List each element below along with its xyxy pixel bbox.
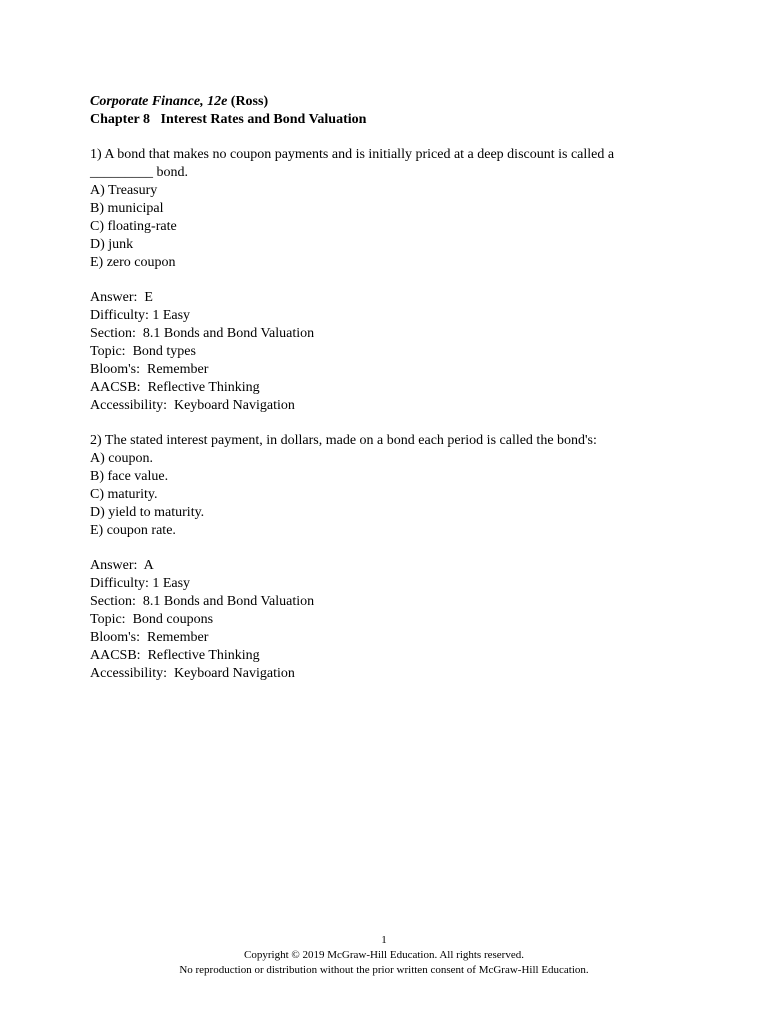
question-stem-line: _________ bond. — [90, 165, 188, 180]
answer-option: A) coupon. — [90, 451, 153, 466]
page-footer — [0, 933, 768, 978]
blooms: Bloom's: Remember — [90, 630, 209, 645]
aacsb: AACSB: Reflective Thinking — [90, 648, 260, 663]
spacer — [90, 540, 690, 557]
answer-option: D) junk — [90, 237, 134, 252]
page-content — [90, 93, 690, 683]
question-1 — [90, 146, 690, 415]
reproduction-notice: No reproduction or distribution without the prior written consent of McGraw-Hill Education. — [179, 964, 589, 976]
question-stem-line: 1) A bond that makes no coupon payments and is initially priced at a deep discount is called a — [90, 147, 615, 162]
topic: Topic: Bond coupons — [90, 612, 214, 627]
question-2 — [90, 432, 690, 683]
accessibility: Accessibility: Keyboard Navigation — [90, 666, 295, 681]
book-title: Corporate Finance, 12e — [90, 94, 228, 109]
section: Section: 8.1 Bonds and Bond Valuation — [90, 326, 315, 341]
answer-option: B) municipal — [90, 201, 164, 216]
answer-option: C) floating-rate — [90, 219, 177, 234]
accessibility: Accessibility: Keyboard Navigation — [90, 398, 295, 413]
chapter-title: Chapter 8 Interest Rates and Bond Valuation — [90, 112, 367, 127]
answer-key: Answer: E — [90, 290, 153, 305]
difficulty: Difficulty: 1 Easy — [90, 576, 191, 591]
answer-option: E) coupon rate. — [90, 523, 176, 538]
question-stem-line: 2) The stated interest payment, in dollars, made on a bond each period is called the bond's: — [90, 433, 597, 448]
book-author: (Ross) — [227, 94, 269, 109]
book-title-line — [90, 93, 690, 111]
difficulty: Difficulty: 1 Easy — [90, 308, 191, 323]
answer-option: E) zero coupon — [90, 255, 176, 270]
spacer — [90, 129, 690, 146]
spacer — [90, 415, 690, 432]
section: Section: 8.1 Bonds and Bond Valuation — [90, 594, 315, 609]
answer-key: Answer: A — [90, 558, 154, 573]
topic: Topic: Bond types — [90, 344, 196, 359]
answer-option: D) yield to maturity. — [90, 505, 205, 520]
answer-option: B) face value. — [90, 469, 169, 484]
aacsb: AACSB: Reflective Thinking — [90, 380, 260, 395]
answer-option: A) Treasury — [90, 183, 158, 198]
copyright-notice: Copyright © 2019 McGraw-Hill Education. All rights reserved. — [244, 949, 524, 961]
answer-option: C) maturity. — [90, 487, 158, 502]
spacer — [90, 272, 690, 289]
blooms: Bloom's: Remember — [90, 362, 209, 377]
page-number: 1 — [381, 934, 387, 946]
